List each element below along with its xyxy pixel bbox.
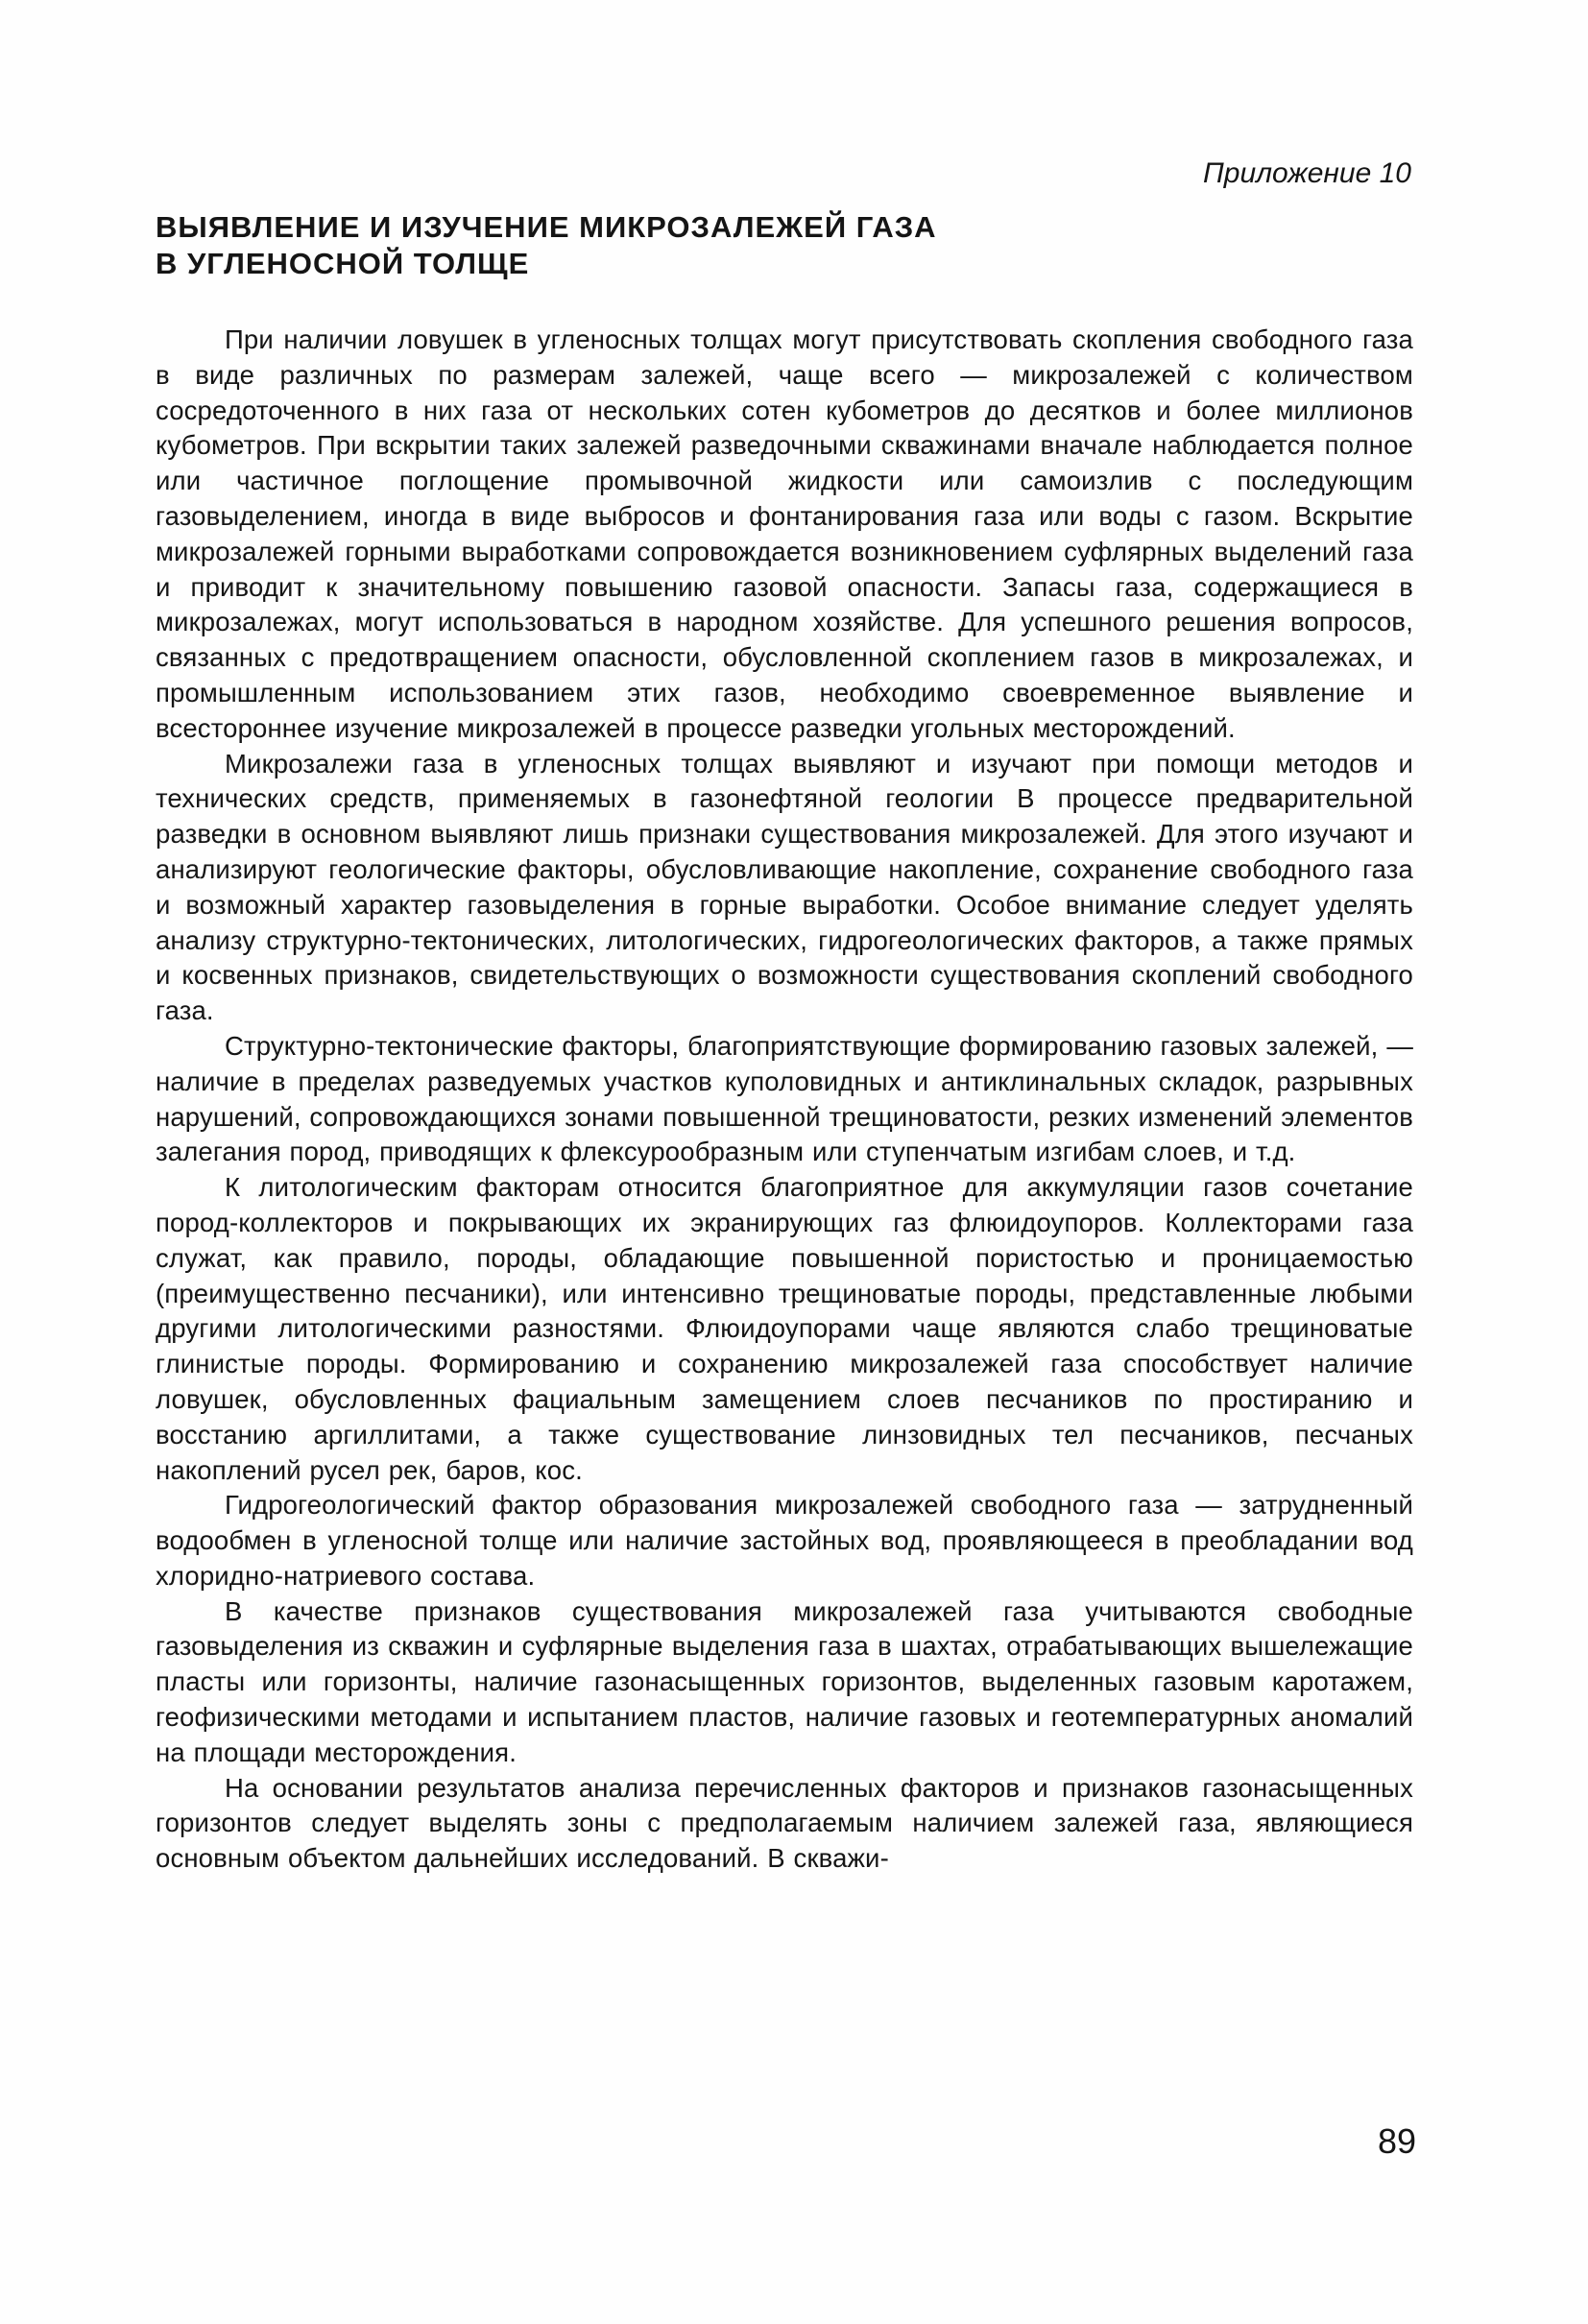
title-line-2: В УГЛЕНОСНОЙ ТОЛЩЕ [156,247,530,280]
paragraph: Гидрогеологический фактор образования микрозалежей свободного газа — затрудненный водообмен в угленосной толще или наличие застойных вод, проявляющееся в преобладании вод хлоридно-натриевого состава. [156,1490,1413,1591]
page-title [156,209,1116,282]
paragraph: К литологическим факторам относится благоприятное для аккумуляции газов сочетание пород-коллекторов и покрывающих их экранирующих газ флюидоупоров. Коллекторами газа служат, как правило, породы, обладающие повышенной пористостью и проницаемостью (преимущественно песчаники), или интенсивно трещиноватые породы, представленные любыми другими литологическими разностями. Флюидоупорами чаще являются слабо трещиноватые глинистые породы. Формированию и сохранению микрозалежей газа способствует наличие ловушек, обусловленных фациальным замещением слоев песчаников по простиранию и восстанию аргиллитами, а также существование линзовидных тел песчаников, песчаных накоплений русел рек, баров, кос. [156,1172,1413,1485]
title-line-1: ВЫЯВЛЕНИЕ И ИЗУЧЕНИЕ МИКРОЗАЛЕЖЕЙ ГАЗА [156,210,937,244]
paragraph: Микрозалежи газа в угленосных толщах выявляют и изучают при помощи методов и технических средств, применяемых в газонефтяной геологии В процессе предварительной разведки в основном выявляют лишь признаки существования микрозалежей. Для этого изучают и анализируют геологические факторы, обусловливающие накопление, сохранение свободного газа и возможный характер газовыделения в горные выработки. Особое внимание следует уделять анализу структурно-тектонических, литологических, гидрогеологических факторов, а также прямых и косвенных признаков, свидетельствующих о возможности существования скоплений свободного газа. [156,748,1413,1026]
page-number: 89 [1377,2121,1416,2161]
body-text [156,323,1413,1877]
paragraph: Структурно-тектонические факторы, благоприятствующие формированию газовых залежей, — наличие в пределах разведуемых участков куполовидных и антиклинальных складок, разрывных нарушений, сопровождающихся зонами повышенной трещиноватости, резких изменений элементов залегания пород, приводящих к флексурообразным или ступенчатым изгибам слоев, и т.д. [156,1030,1413,1167]
paragraph: В качестве признаков существования микрозалежей газа учитываются свободные газовыделения из скважин и суфлярные выделения газа в шахтах, отрабатывающих вышележащие пласты или горизонты, наличие газонасыщенных горизонтов, выделенных газовым каротажем, геофизическими методами и испытанием пластов, наличие газовых и геотемпературных аномалий на площади месторождения. [156,1595,1413,1767]
paragraph: На основании результатов анализа перечисленных факторов и признаков газонасыщенных горизонтов следует выделять зоны с предполагаемым наличием залежей газа, являющиеся основным объектом дальнейших исследований. В скважи- [156,1772,1413,1874]
appendix-label: Приложение 10 [1203,157,1411,189]
paragraph: При наличии ловушек в угленосных толщах могут присутствовать скопления свободного газа в виде различных по размерам залежей, чаще всего — микрозалежей с количеством сосредоточенного в них газа от нескольких сотен кубометров до десятков и более миллионов кубометров. При вскрытии таких залежей разведочными скважинами вначале наблюдается полное или частичное поглощение промывочной жидкости или самоизлив с последующим газовыделением, иногда в виде выбросов и фонтанирования газа или воды с газом. Вскрытие микрозалежей горными выработками сопровождается возникновением суфлярных выделений газа и приводит к значительному повышению газовой опасности. Запасы газа, содержащиеся в микрозалежах, могут использоваться в народном хозяйстве. Для успешного решения вопросов, связанных с предотвращением опасности, обусловленной скоплением газов в микрозалежах, и промышленным использованием этих газов, необходимо своевременное выявление и всестороннее изучение микрозалежей в процессе разведки угольных месторождений. [156,324,1413,743]
